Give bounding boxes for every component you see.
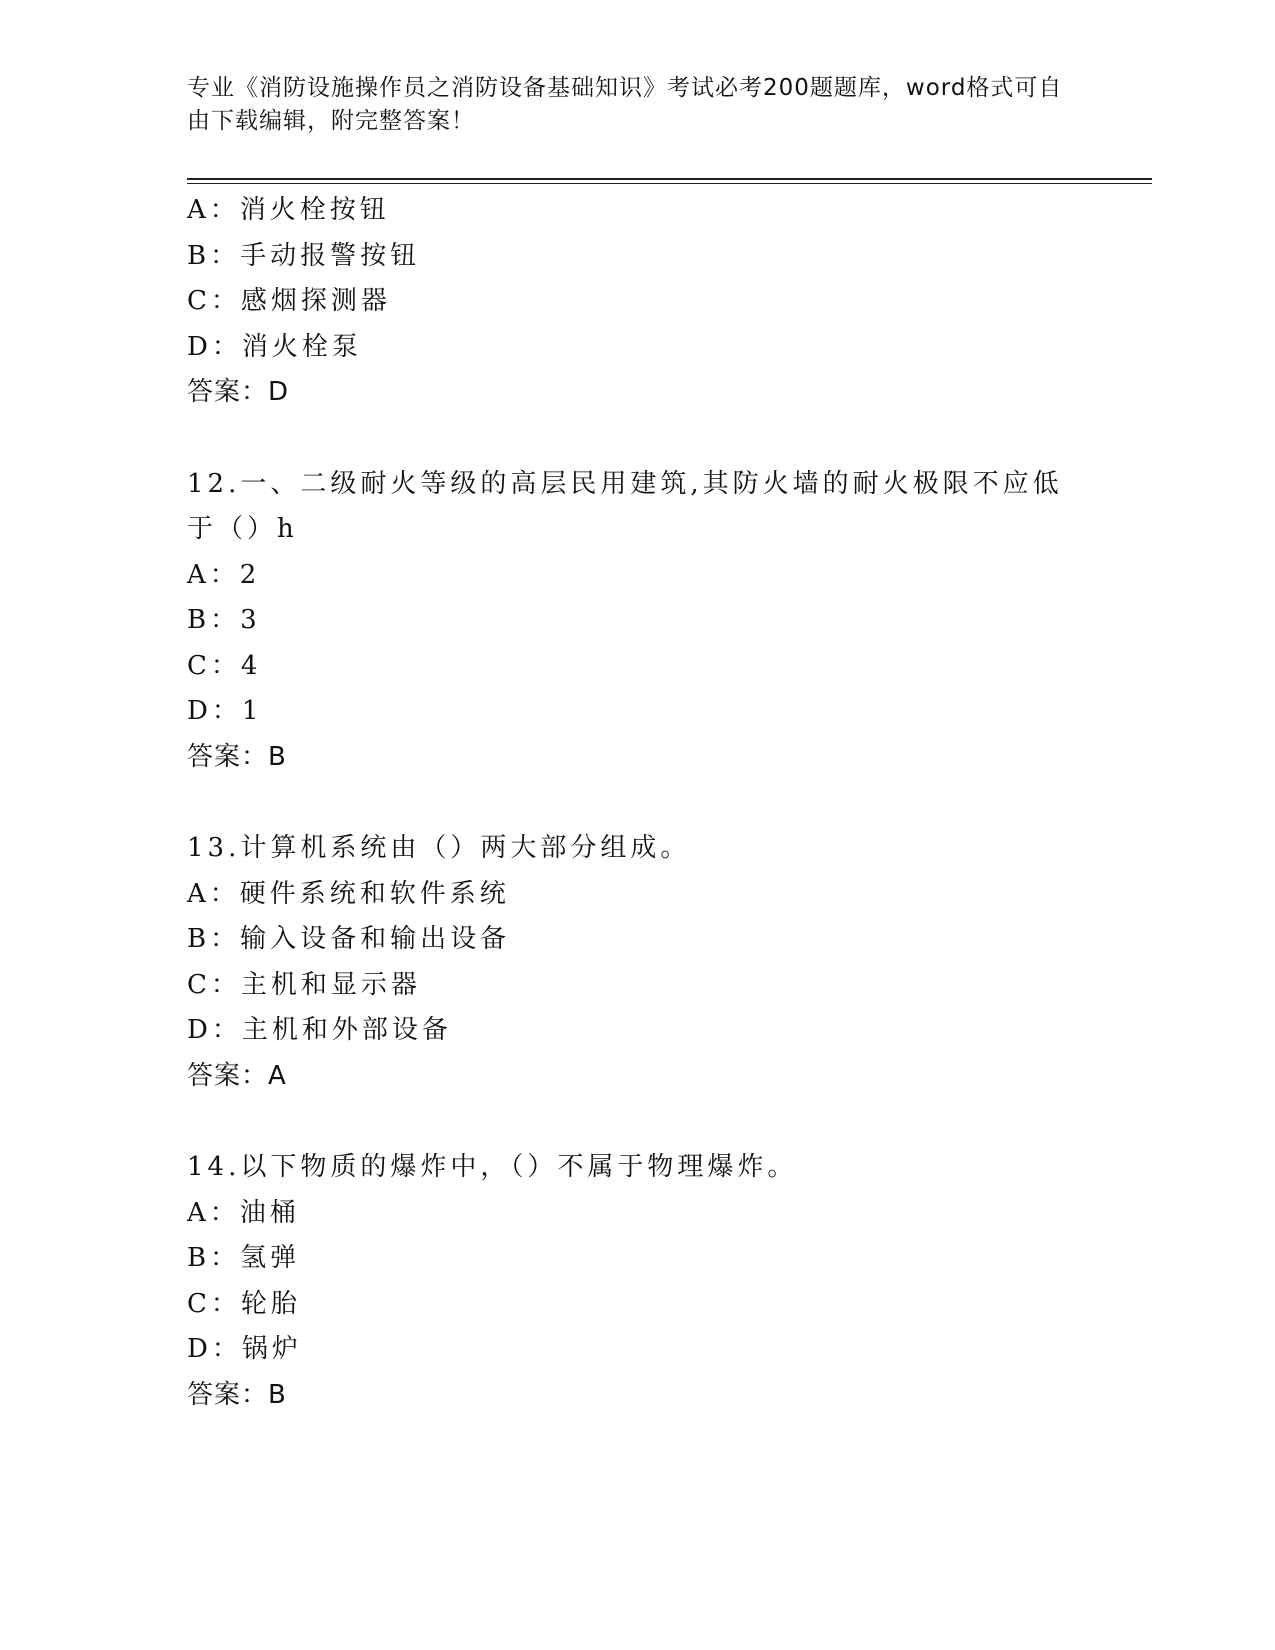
question-list	[187, 188, 1147, 1418]
option-c: C：感烟探测器	[187, 286, 391, 316]
question-block	[187, 1145, 1147, 1418]
option-d: D：主机和外部设备	[187, 1015, 452, 1045]
option-c: C：主机和显示器	[187, 969, 421, 1000]
option-d: D：消火栓泵	[187, 331, 362, 362]
option-a: A：消火栓按钮	[187, 195, 390, 225]
spacer	[187, 780, 1147, 826]
question-text: 13.计算机系统由（）两大部分组成。	[187, 833, 691, 863]
question-block	[187, 188, 1147, 416]
option-a: A：油桶	[187, 1197, 300, 1228]
question-text: 14.以下物质的爆炸中，（）不属于物理爆炸。	[187, 1152, 798, 1182]
option-c: C：轮胎	[187, 1288, 301, 1319]
option-a: A：2	[187, 559, 261, 590]
document-header: 专业《消防设施操作员之消防设备基础知识》考试必考200题题库，word格式可自由下载编辑，附完整答案！	[187, 75, 1063, 134]
spacer	[187, 1099, 1147, 1145]
question-text: 12.一、二级耐火等级的高层民用建筑,其防火墙的耐火极限不应低于（）h	[187, 468, 1063, 544]
answer: 答案：A	[187, 1060, 287, 1091]
question-block	[187, 826, 1147, 1099]
question-block	[187, 462, 1147, 781]
option-b: B：输入设备和输出设备	[187, 924, 511, 954]
answer: 答案：B	[187, 1379, 287, 1410]
option-d: D：锅炉	[187, 1334, 302, 1364]
header-divider	[187, 178, 1152, 184]
answer: 答案：D	[187, 377, 290, 407]
spacer	[187, 416, 1147, 462]
option-b: B：手动报警按钮	[187, 240, 421, 271]
option-c: C：4	[187, 650, 262, 681]
option-b: B：氢弹	[187, 1243, 301, 1273]
option-a: A：硬件系统和软件系统	[187, 878, 510, 909]
option-b: B：3	[187, 605, 261, 635]
answer: 答案：B	[187, 741, 287, 772]
option-d: D：1	[187, 696, 263, 726]
